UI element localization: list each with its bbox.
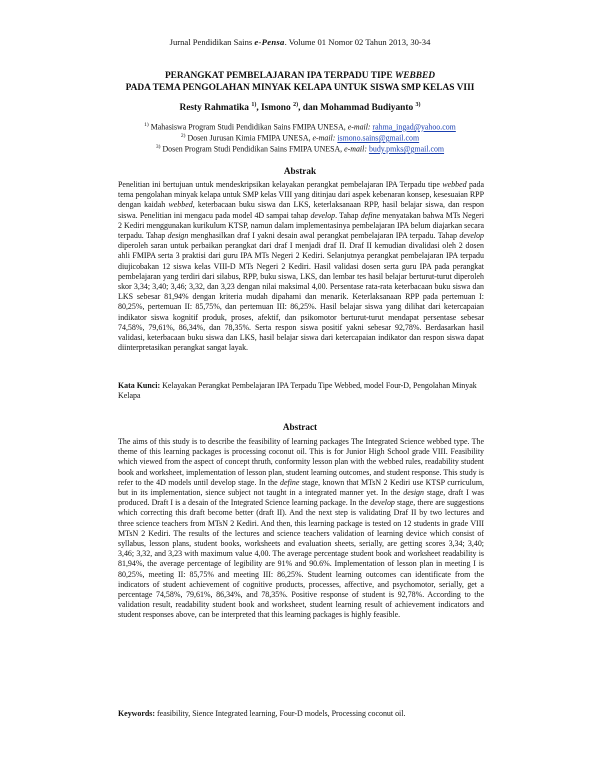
abstrak-text-1: Penelitian ini bertujuan untuk mendeskripsikan kelayakan perangkat pembelajaran IPA Terpadu tipe (118, 180, 440, 189)
abstrak-italic-6: develop (459, 231, 485, 241)
abstract-italic-3: develop (370, 498, 395, 508)
kata-kunci-text: Kelayakan Perangkat Pembelajaran IPA Terpadu Tipe Webbed, model Four-D, Pengolahan Minyak Kelapa (118, 381, 477, 401)
abstrak-text-6: menghasilkan draf I yakni desain awal perangkat pembelajaran IPA terpadu. Tahap (190, 231, 457, 241)
title-line1: PERANGKAT PEMBELAJARAN IPA TERPADU TIPE (164, 71, 393, 81)
abstrak-text-5: menyatakan bahwa MTs Negeri 2 Kediri menggunakan kurikulum KTSP, namun dalam implementasinya pembelajaran IPA belum diajarkan secara terpadu. Tahap (118, 210, 485, 241)
affiliation-3-sup: 3) (155, 144, 161, 150)
abstract-text-4: stage, there are suggestions which correcting this draft become better (draft II). And the next step is validating Draf II by two lectures and three science teachers from MTsN 2 Kediri. And then, this learning package is tested on 12 students in grade VIII MTsN 2 Kediri. The results of the lectures and science teachers validation of learning device which consist of syllabus, lesson plans, student books, worksheets and evaluation sheets, serially, are getting scores 3,34; 3,40; 3,46; 3,32, and 3,23 with maximum value 4,00. The average percentage student book and worksheet readability is 81,94%, the average percentage of legibility are 91% and 90.6%. Implementation of lesson plan in meeting I is 80,25%, meeting II: 85,75% and meeting III: 86,25%. Student learning outcomes can identificate from the indicators of student achievement of cognitive products, processes, affective, and psychomotor, serially, get a percentage 74,58%, 79,61%, 86,34%, and 78,35%. Positive response of student is 92,78%. According to the validation result, readability student book and worksheet, student learning result of achievement indicators and student responses above, can be interpreted that this learning packages is highly feasible. (118, 498, 485, 620)
abstrak-italic-4: define (360, 210, 381, 220)
affiliation-2-email-label: e-mail: (312, 133, 336, 143)
title-line1-italic: WEBBED (394, 71, 436, 81)
author-3: dan Mohammad Budiyanto (302, 103, 414, 114)
affiliation-1-sup: 1) (144, 122, 149, 128)
author-3-sup: 3) (415, 102, 421, 108)
abstract-text-2: stage, known that MTsN 2 Kediri use KTSP curriculum, but in its implementation, sience subject not taught in a integrated manner yet. In the (118, 477, 485, 498)
abstrak-italic-2: webbed (168, 200, 193, 210)
affiliation-2-sup: 2) (180, 133, 186, 139)
abstract-body (118, 437, 484, 621)
affiliation-3-email-link[interactable]: budy.pmks@gmail.com (368, 144, 445, 154)
affiliation-2-email-link[interactable]: ismono.sains@gmail.com (337, 133, 420, 143)
title-line2: PADA TEMA PENGOLAHAN MINYAK KELAPA UNTUK SISWA SMP KELAS VIII (125, 83, 475, 93)
abstrak-italic-1: webbed (442, 180, 467, 189)
abstract-text-1: The aims of this study is to describe the feasibility of learning packages The Integrated Science webbed type. The theme of this learning packages is processing coconut oil. This is for Junior High School grade VIII. Feasibility which viewed from the aspect of concept thruth, conformity lesson plan with the webbed rules, readability student book and worksheet, implementation of lesson plan, student learning outcomes, and student response. This study is refer to the 4D models until develop stage. In the (118, 437, 484, 487)
affiliation-3 (60, 142, 540, 155)
abstrak-italic-5: design (167, 231, 189, 241)
abstrak-text-4: . Tahap (335, 210, 359, 220)
kata-kunci-label: Kata Kunci: (118, 381, 161, 390)
abstrak-italic-3: develop (310, 210, 336, 220)
abstract-italic-2: design (403, 488, 424, 498)
author-1-sup: 1) (251, 102, 257, 108)
abstract-text-3: stage, draft I was produced. Draft I is a desain of the Integrated Science learning package. In the (118, 488, 485, 508)
affiliation-1-email-label: e-mail: (347, 122, 371, 132)
keywords (118, 709, 484, 719)
kata-kunci (118, 381, 484, 401)
journal-name: Jurnal Pendidikan Sains (169, 37, 253, 47)
affiliation-1-text: Mahasiswa Program Studi Pendidikan Sains FMIPA UNESA, (150, 122, 346, 132)
abstrak-text-3: , keterbacaan buku siswa dan LKS, keterlaksanaan RPP, hasil belajar siswa, dan respon siswa. Penelitian ini mengacu pada model 4D sampai tahap (118, 200, 484, 220)
author-list: Resty Rahmatika $^{1)}$, Ismono $^{2)}$, dan Mohammad Budiyanto $^{3)}$ (179, 102, 421, 114)
abstrak-text-2: pada tema pengolahan minyak kelapa untuk SMP kelas VIII yang ditinjau dari aspek kebenaran konsep, kesesuaian RPP dengan kaidah (118, 180, 485, 210)
affiliation-2-text: Dosen Jurusan Kimia FMIPA UNESA, (187, 133, 311, 143)
keywords-label: Keywords: (118, 709, 156, 718)
keywords-text: feasibility, Sience Integrated learning, Four-D models, Processing coconut oil. (157, 709, 406, 718)
author-2-sup: 2) (293, 102, 299, 108)
abstract-heading: Abstract (282, 422, 318, 432)
journal-brand: e-Pensa (254, 37, 285, 47)
abstrak-text-7: diperoleh saran untuk perbaikan perangkat dari draf I menjadi draf II. Draf II kemudian divalidasi oleh 2 dosen ahli FMIPA serta 3 praktisi dari guru IPA MTs Negeri 2 Kediri. Selanjutnya perangkat pembelajaran IPA terpadu diujicobakan 12 siswa kelas VIII-D MTs Negeri 2 Kediri. Hasil validasi dosen serta guru IPA pada perangkat pembelajaran yang terdiri dari silabus, RPP, buku siswa, LKS, dan lembar tes hasil belajar berturut-turut diperoleh skor 3,34; 3,40; 3,46; 3,32, dan 3,23 dengan nilai maksimal 4,00. Persentase rata-rata keterbacaan buku siswa dan LKS sebesar 81,94% dengan kriteria mudah dipahami dan menarik. Keterlaksanaan RPP pada pertemuan I: 80,25%, pertemuan II: 85,75%, dan pertemuan III: 86,25%. Hasil belajar siswa yang dilihat dari ketercapaian indikator siswa kognitif produk, proses, afektif, dan psikomotor berturut-turut mendapat persentase sebesar 74,58%, 79,61%, 86,34%, dan 78,35%. Serta respon siswa positif yakni sebesar 92,78%. Berdasarkan hasil validasi, keterbacaan buku siswa dan LKS, hasil belajar siswa dari ketercapaian indikator dan respon siswa dapat diinterpretasikan perangkat sangat layak. (118, 241, 484, 353)
journal-issue: . Volume 01 Nomor 02 Tahun 2013, 30-34 (284, 37, 431, 47)
author-1: Resty Rahmatika (179, 103, 249, 114)
journal-header (0, 37, 600, 47)
author-2: Ismono (261, 103, 291, 114)
abstrak-heading: Abstrak (283, 166, 317, 176)
affiliation-1-email-link[interactable]: rahma_ingad@yahoo.com (372, 122, 456, 132)
abstrak-body (118, 180, 484, 353)
affiliation-3-email-label: e-mail: (344, 144, 367, 154)
paper-title (60, 70, 540, 94)
affiliation-3-text: Dosen Program Studi Pendidikan Sains FMIPA UNESA, (162, 144, 343, 154)
abstract-italic-1: define (280, 477, 300, 487)
